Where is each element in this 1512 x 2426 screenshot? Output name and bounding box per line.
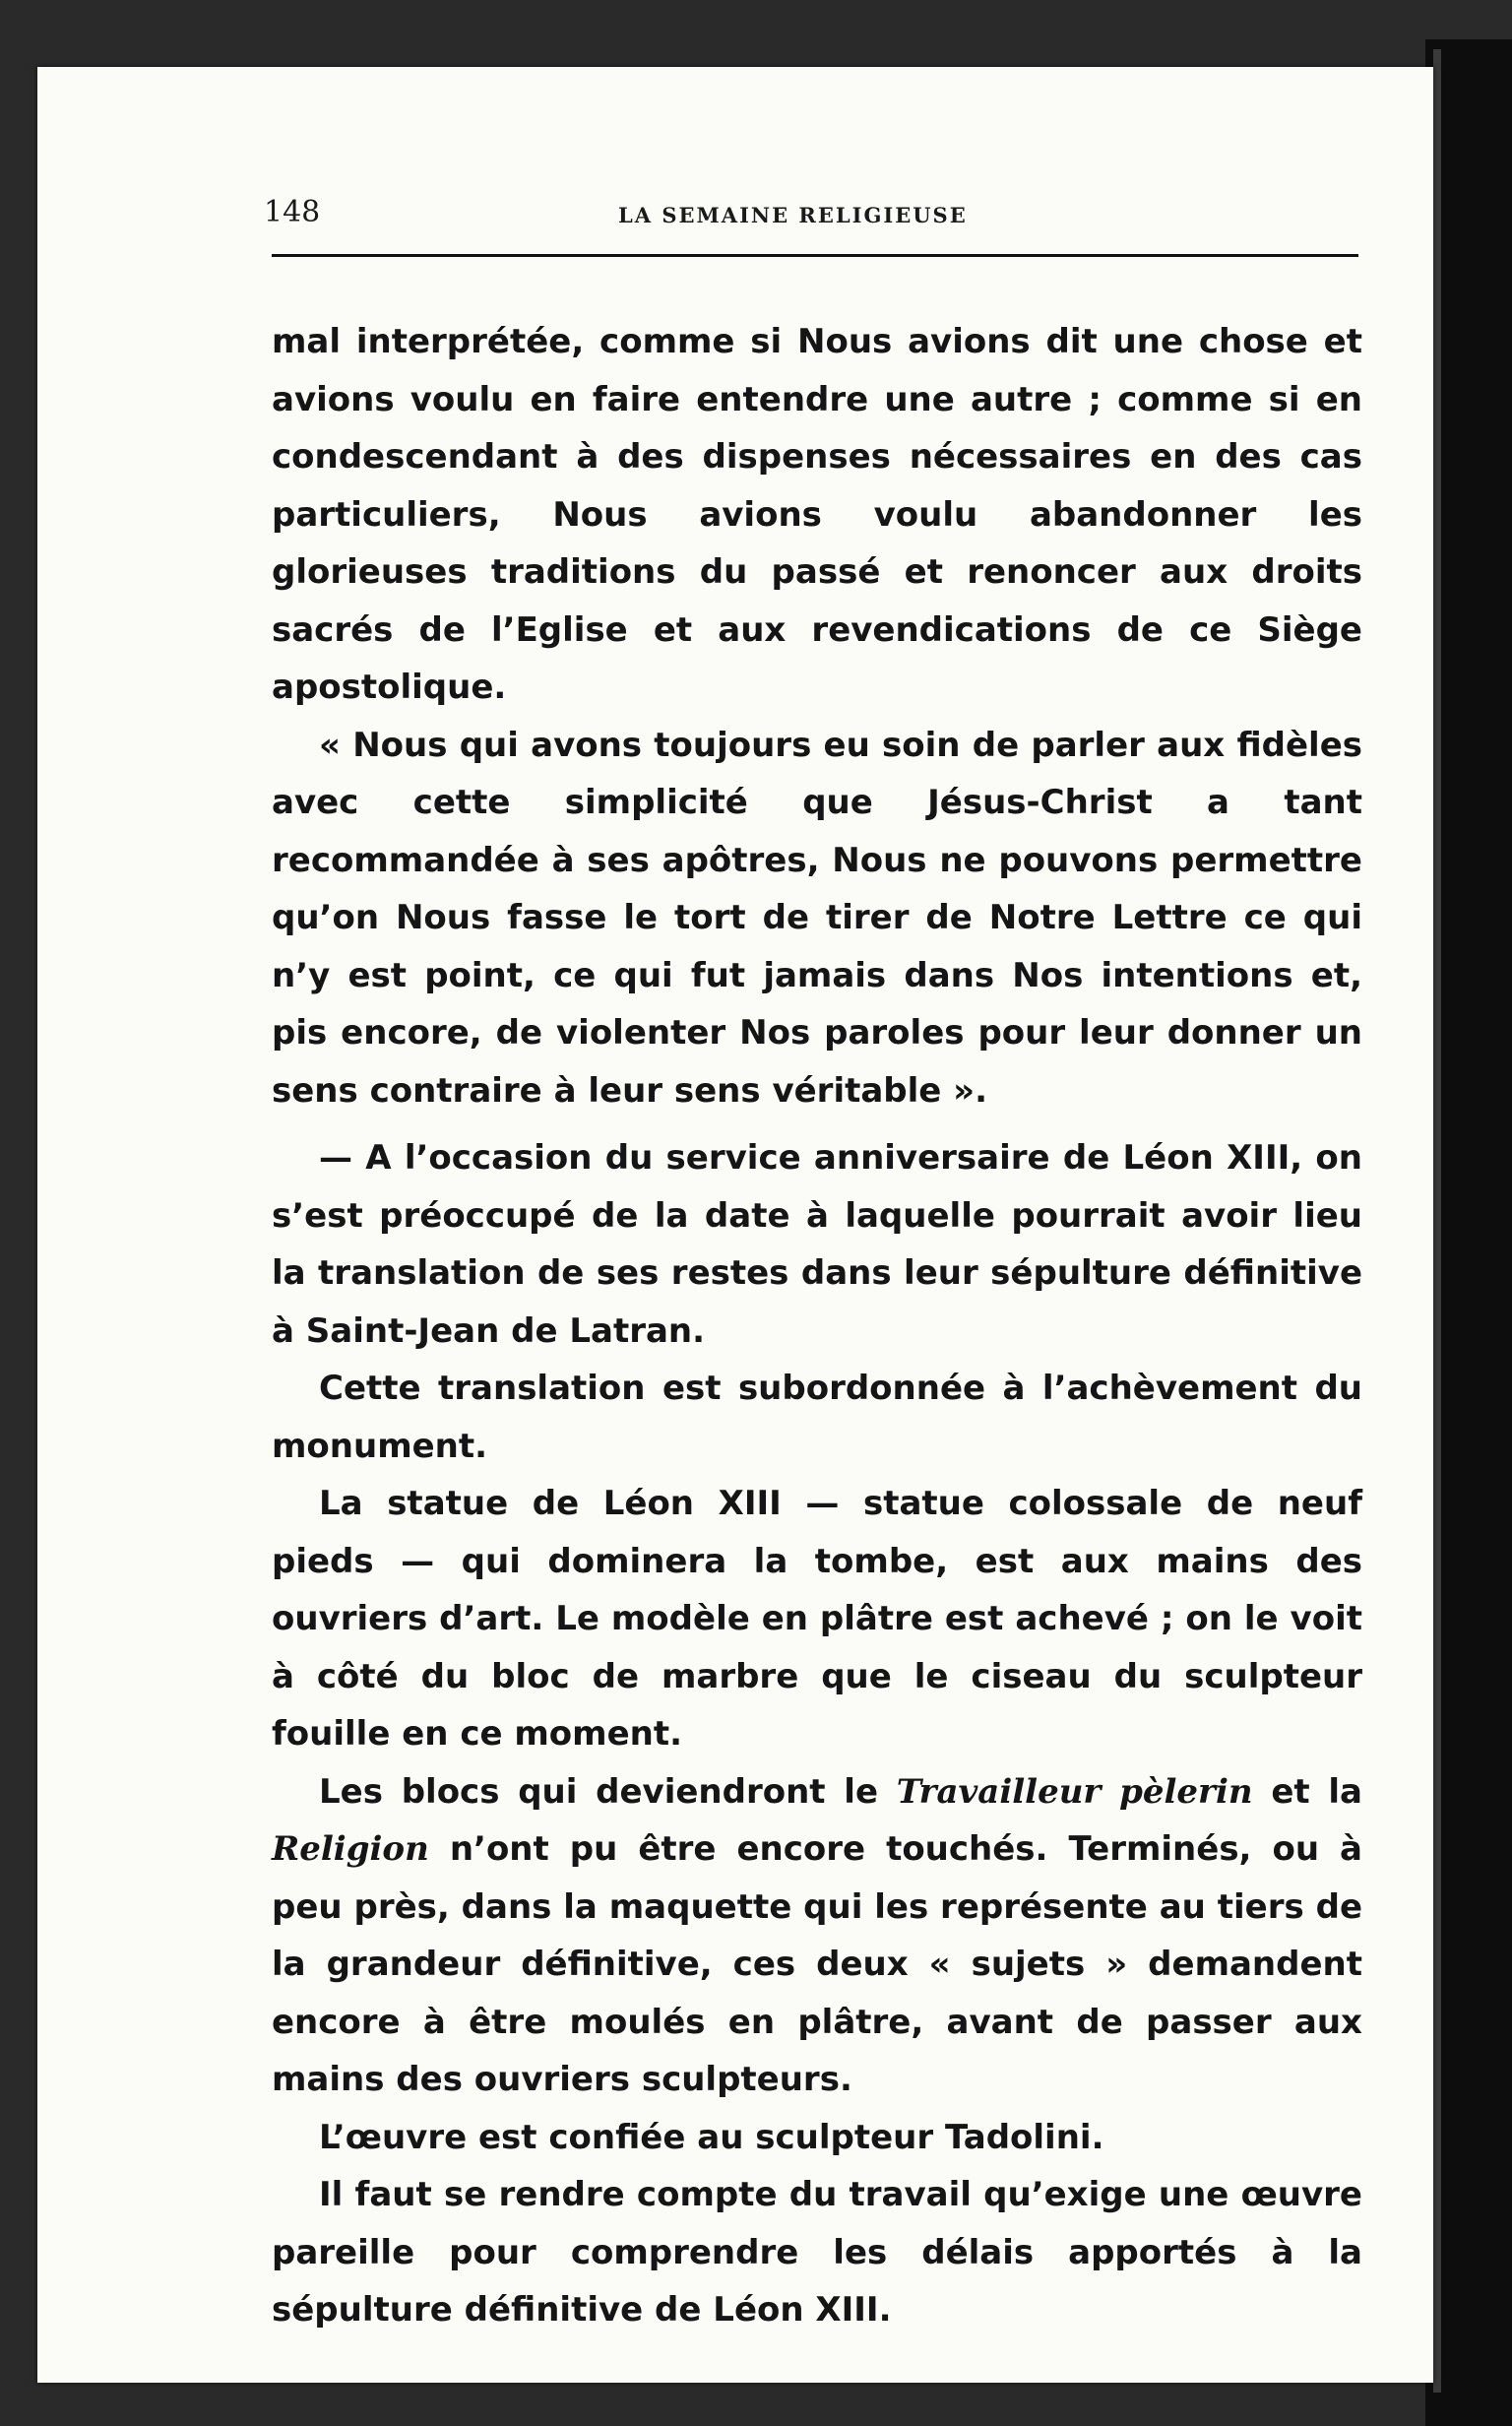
paragraph-continued: mal interprétée, comme si Nous avions dit une chose et avions voulu en faire entendre une autre ; comme si en condescendant à des dispenses nécessaires en des cas particuliers, Nous avions voulu abandonner les glorieuses traditions du passé et renoncer aux droits sacrés de l’Eglise et aux revendications de ce Siège apostolique. [272,322,1362,707]
paragraph-conclusion: Il faut se rendre compte du travail qu’exige une œuvre pareille pour comprendre les délais apportés à la sépulture définitive de Léon XIII. [272,2175,1362,2330]
paragraph-statue: La statue de Léon XIII — statue colossale de neuf pieds — qui dominera la tombe, est aux mains des ouvriers d’art. Le modèle en plâtre est achevé ; on le voit à côté du bloc de marbre que le ciseau du sculpteur fouille en ce moment. [272,1484,1362,1754]
paragraph-blocks-middle: et la [1252,1771,1362,1812]
italic-travailleur: Travailleur pèlerin [896,1771,1253,1812]
paragraph-sculptor: L’œuvre est confiée au sculpteur Tadolini. [319,2117,1104,2157]
paragraph-news-item: — A l’occasion du service anniversaire de Léon XIII, on s’est préoccupé de la date à laquelle pourrait avoir lieu la translation de ses restes dans leur sépulture définitive à Saint-Jean de Latran. [272,1138,1362,1351]
paragraph-blocks [272,1763,1362,2109]
paragraph-quote: « Nous qui avons toujours eu soin de parler aux fidèles avec cette simplicité que Jésus-Christ a tant recommandée à ses apôtres, Nous ne pouvons permettre qu’on Nous fasse le tort de tirer de Notre Lettre ce qui n’y est point, ce qui fut jamais dans Nos intentions et, pis encore, de violenter Nos paroles pour leur donner un sens contraire à leur sens véritable ». [272,725,1362,1111]
italic-religion: Religion [272,1829,429,1869]
book-spine-edge [1433,49,1441,2393]
header-rule [272,254,1358,257]
running-title: LA SEMAINE RELIGIEUSE [618,203,968,227]
paragraph-translation: Cette translation est subordonnée à l’achèvement du monument. [272,1369,1362,1466]
paragraph-blocks-end: n’ont pu être encore touchés. Terminés, ou à peu près, dans la maquette qui les représente au tiers de la grandeur définitive, ces deux « sujets » demandent encore à être moulés en plâtre, avant de passer aux mains des ouvriers sculpteurs. [272,1829,1362,2099]
page-number: 148 [264,195,321,229]
page-header [264,187,1358,242]
paragraph-blocks-start: Les blocs qui deviendront le [319,1771,897,1812]
body-text [272,313,1362,2339]
